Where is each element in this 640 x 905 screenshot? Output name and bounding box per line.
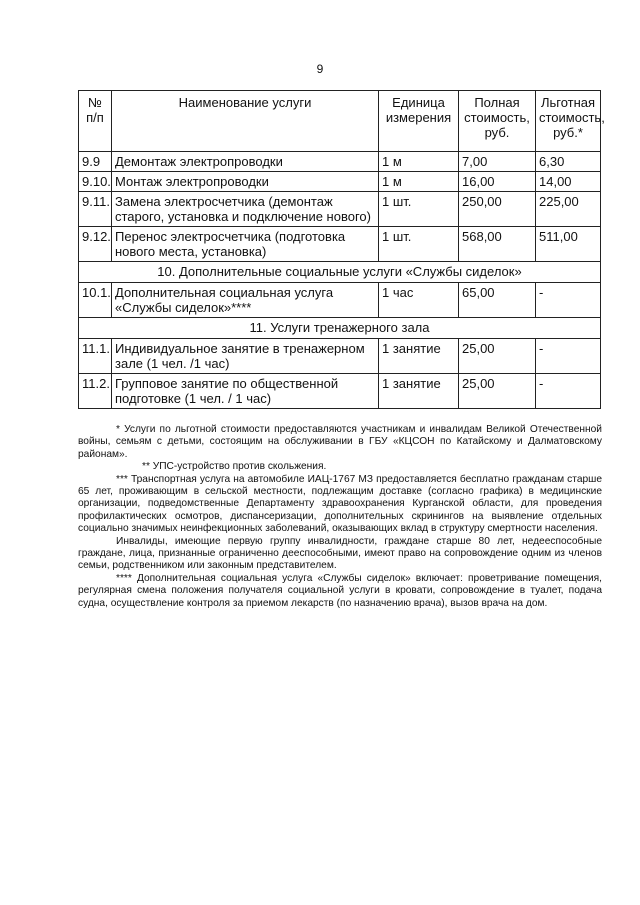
footnotes	[78, 424, 602, 610]
footnote-discount: * Услуги по льготной стоимости предоставляются участникам и инвалидам Великой Отечественной войны, семьям с детьми, состоящим на обслуживании в ГБУ «КЦСОН по Катайскому и Далматовскому районам».	[78, 424, 602, 460]
table-row	[79, 172, 601, 192]
table-row	[79, 227, 601, 262]
row-unit: 1 м	[379, 152, 459, 172]
section-heading-10: 10. Дополнительные социальные услуги «Службы сиделок»	[79, 262, 601, 283]
table-row	[79, 283, 601, 318]
row-discount-price: 511,00	[536, 227, 601, 262]
row-num: 9.10.	[79, 172, 112, 192]
row-name: Перенос электросчетчика (подготовка нового места, установка)	[112, 227, 379, 262]
row-unit: 1 час	[379, 283, 459, 318]
row-num: 10.1.	[79, 283, 112, 318]
row-name: Индивидуальное занятие в тренажерном зале (1 чел. /1 час)	[112, 339, 379, 374]
row-unit: 1 м	[379, 172, 459, 192]
table-row	[79, 192, 601, 227]
row-full-price: 25,00	[459, 374, 536, 409]
row-discount-price: 225,00	[536, 192, 601, 227]
row-full-price: 25,00	[459, 339, 536, 374]
table-row	[79, 339, 601, 374]
row-full-price: 65,00	[459, 283, 536, 318]
header-unit: Единица измерения	[379, 91, 459, 152]
header-full-price: Полная стоимость, руб.	[459, 91, 536, 152]
row-name: Групповое занятие по общественной подготовке (1 чел. / 1 час)	[112, 374, 379, 409]
row-name: Дополнительная социальная услуга «Службы сиделок»****	[112, 283, 379, 318]
header-name: Наименование услуги	[112, 91, 379, 152]
page-number: 9	[316, 62, 324, 76]
header-discount-price: Льготная стоимость, руб.*	[536, 91, 601, 152]
table-header-row	[79, 91, 601, 152]
row-unit: 1 шт.	[379, 192, 459, 227]
row-name: Монтаж электропроводки	[112, 172, 379, 192]
row-name: Демонтаж электропроводки	[112, 152, 379, 172]
row-full-price: 7,00	[459, 152, 536, 172]
row-num: 9.9	[79, 152, 112, 172]
table-row	[79, 152, 601, 172]
row-num: 11.2.	[79, 374, 112, 409]
footnote-transport: *** Транспортная услуга на автомобиле ИАЦ-1767 МЗ предоставляется бесплатно гражданам старше 65 лет, проживающим в сельской местности, подлежащим доставке (согласно графика) в медицинские организации, подведомственные Департаменту здравоохранения Курганской области, для проведения профилактических осмотров, диспансеризации, дополнительных скринингов на выявление отдельных социально значимых неинфекционных заболеваний, оказывающих вклад в структуру смертности населения.	[78, 473, 602, 535]
row-num: 9.12.	[79, 227, 112, 262]
price-table	[78, 90, 605, 409]
row-discount-price: -	[536, 374, 601, 409]
row-name: Замена электросчетчика (демонтаж старого, установка и подключение нового)	[112, 192, 379, 227]
row-unit: 1 занятие	[379, 339, 459, 374]
footnote-escort: Инвалиды, имеющие первую группу инвалидности, граждане старше 80 лет, недееспособные граждане, лица, признанные ограниченно дееспособными, имеют право на сопровождение одним из членов семьи, родственником или законным представителем.	[78, 535, 602, 572]
row-full-price: 16,00	[459, 172, 536, 192]
row-unit: 1 шт.	[379, 227, 459, 262]
row-full-price: 568,00	[459, 227, 536, 262]
row-full-price: 250,00	[459, 192, 536, 227]
row-num: 11.1.	[79, 339, 112, 374]
row-discount-price: -	[536, 283, 601, 318]
row-discount-price: 14,00	[536, 172, 601, 192]
table-row	[79, 374, 601, 409]
section-row	[79, 318, 601, 339]
row-unit: 1 занятие	[379, 374, 459, 409]
footnote-ups: ** УПС-устройство против скольжения.	[142, 461, 327, 473]
row-discount-price: -	[536, 339, 601, 374]
footnote-caregivers: **** Дополнительная социальная услуга «Службы сиделок» включает: проветривание помещения, регулярная смена положения получателя социальной услуги в кровати, сопровождение в туалет, подача судна, осуществление контроля за приемом лекарств (по назначению врача), вызов врача на дом.	[78, 572, 602, 609]
row-discount-price: 6,30	[536, 152, 601, 172]
section-heading-11: 11. Услуги тренажерного зала	[79, 318, 601, 339]
section-row	[79, 262, 601, 283]
row-num: 9.11.	[79, 192, 112, 227]
header-num: № п/п	[79, 91, 112, 152]
